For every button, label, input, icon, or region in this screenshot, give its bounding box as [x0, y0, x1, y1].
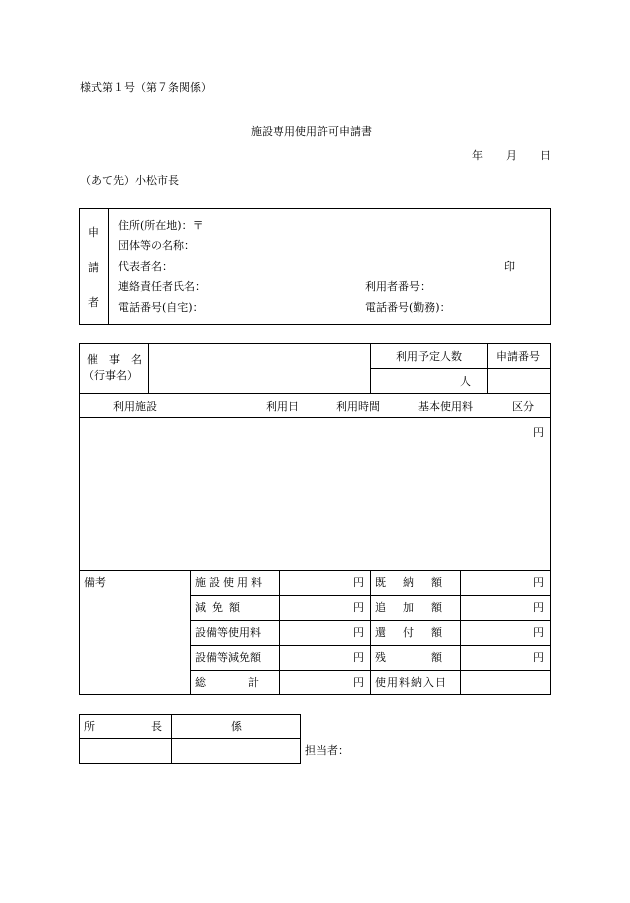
applicant-side-char-1: 申	[88, 226, 99, 239]
reduction-label: 減免額	[195, 601, 246, 614]
representative-label: 代表者名：	[118, 260, 173, 273]
event-name-sub-label: （行事名）	[83, 369, 138, 382]
date-year-label: 年	[472, 149, 483, 162]
event-name-label: 催 事 名	[87, 353, 142, 366]
col-usage-date: 利用日	[266, 400, 299, 413]
equipment-fee-yen: 円	[353, 626, 364, 639]
col-category: 区分	[512, 400, 534, 413]
col-usage-time: 利用時間	[336, 400, 380, 413]
equipment-reduction-yen: 円	[353, 651, 364, 664]
expected-attendance-label: 利用予定人数	[396, 350, 462, 363]
contact-person-label: 連絡責任者氏名：	[118, 280, 206, 293]
col-facility: 利用施設	[113, 400, 157, 413]
organization-label: 団体等の名称：	[118, 239, 195, 252]
additional-yen: 円	[533, 601, 544, 614]
applicant-side-char-2: 請	[88, 261, 99, 274]
seal-mark: 印	[504, 260, 515, 273]
chief-label: 所長	[84, 720, 218, 733]
address-label: 住所(所在地)：〒	[118, 219, 204, 232]
additional-label: 追加額	[375, 601, 459, 614]
refund-yen: 円	[533, 626, 544, 639]
applicant-side-char-3: 者	[88, 296, 99, 309]
payment-date-label: 使用料納入日	[375, 676, 447, 689]
detail-yen-unit: 円	[533, 426, 544, 439]
phone-home-label: 電話番号(自宅)：	[118, 301, 204, 314]
paid-label: 既納額	[375, 576, 459, 589]
addressee: （あて先）小松市長	[80, 174, 179, 187]
remarks-label: 備考	[84, 576, 106, 589]
col-base-fee: 基本使用料	[418, 400, 473, 413]
reduction-yen: 円	[353, 601, 364, 614]
date-month-label: 月	[506, 149, 517, 162]
date-day-label: 日	[540, 149, 551, 162]
phone-work-label: 電話番号(勤務)：	[365, 301, 451, 314]
equipment-fee-label: 設備等使用料	[195, 626, 261, 639]
facility-fee-label: 施設使用料	[195, 576, 265, 589]
paid-yen: 円	[533, 576, 544, 589]
page-title: 施設専用使用許可申請書	[251, 125, 372, 138]
usage-table	[79, 343, 551, 695]
total-yen: 円	[353, 676, 364, 689]
staff-label: 係	[231, 720, 242, 733]
user-number-label: 利用者番号：	[365, 280, 431, 293]
total-label: 総計	[195, 676, 301, 689]
refund-label: 還付額	[375, 626, 459, 639]
person-in-charge-label: 担当者：	[305, 744, 349, 757]
balance-yen: 円	[533, 651, 544, 664]
balance-label: 残額	[375, 651, 487, 664]
equipment-reduction-label: 設備等減免額	[195, 651, 261, 664]
facility-fee-yen: 円	[353, 576, 364, 589]
person-unit: 人	[460, 375, 471, 388]
application-number-label: 申請番号	[496, 350, 540, 363]
form-number: 様式第１号（第７条関係）	[80, 81, 212, 94]
